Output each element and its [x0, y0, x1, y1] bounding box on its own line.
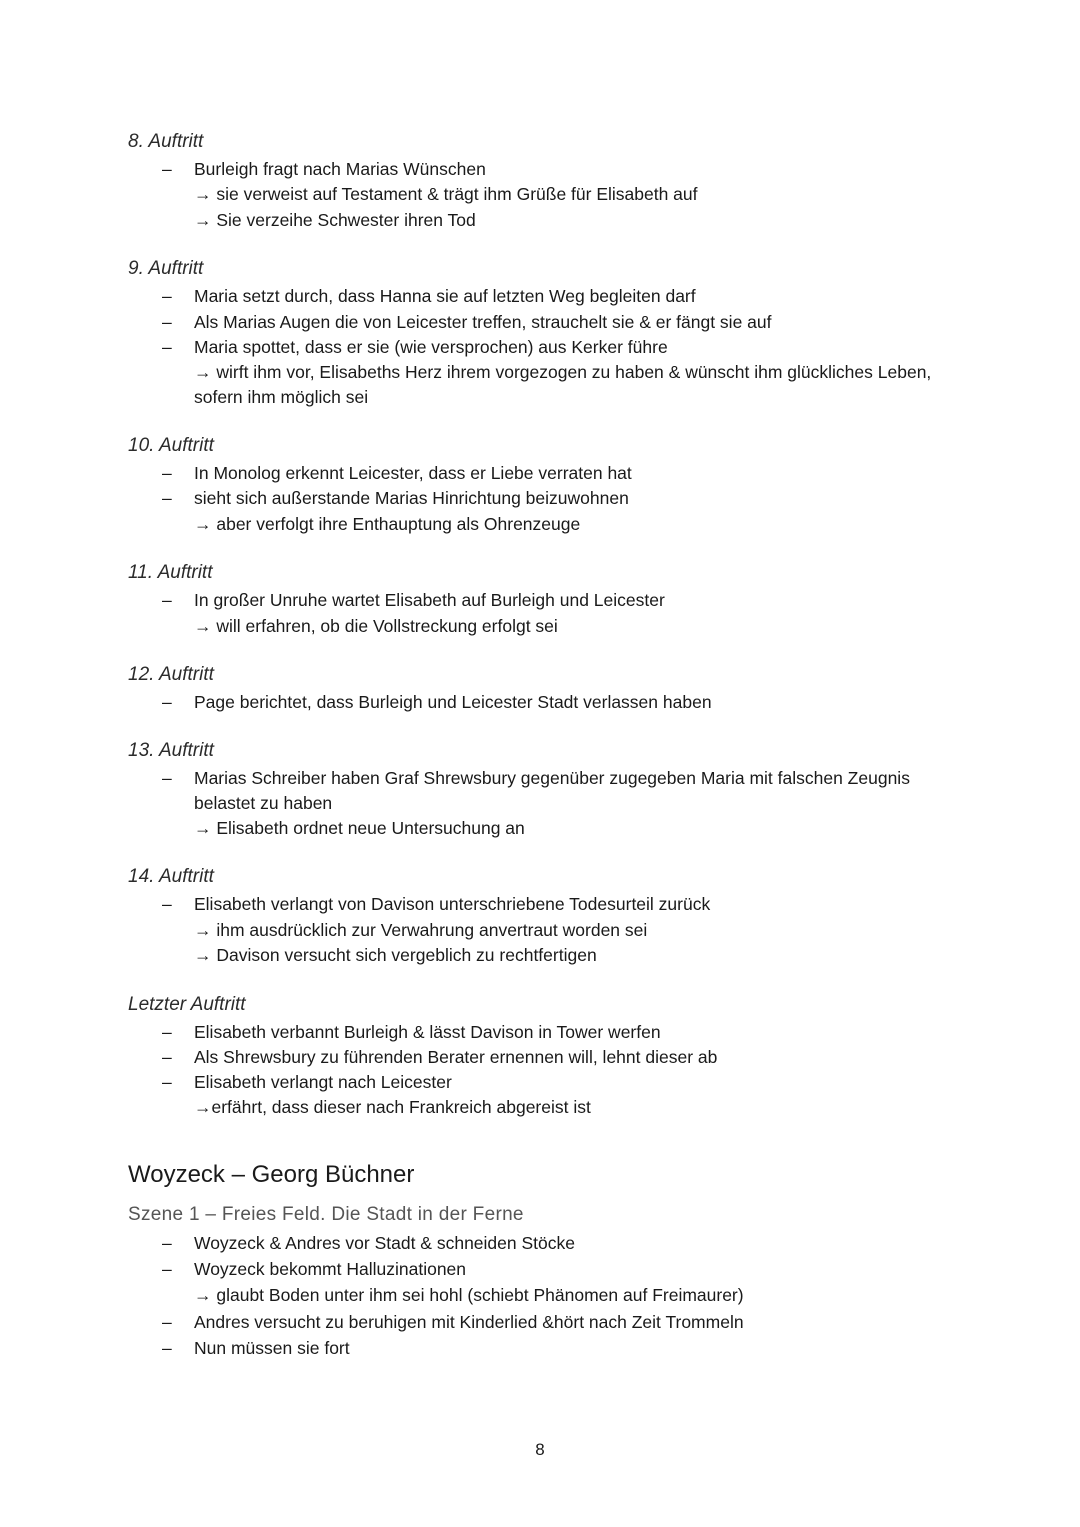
chapter-title: Woyzeck – Georg Büchner	[128, 1161, 415, 1188]
list-item: Burleigh fragt nach Marias Wünschen	[194, 159, 486, 179]
list-item-detail: → wirft ihm vor, Elisabeths Herz ihrem vorgezogen zu haben & wünscht ihm glückliches Leben,	[194, 362, 932, 382]
section-heading-11: 11. Auftritt	[128, 562, 213, 583]
section-heading-14: 14. Auftritt	[128, 866, 214, 887]
list-item: Woyzeck & Andres vor Stadt & schneiden Stöcke	[194, 1233, 575, 1253]
list-item: Marias Schreiber haben Graf Shrewsbury gegenüber zugegeben Maria mit falschen Zeugnis	[194, 768, 910, 788]
bullet-dash: –	[162, 286, 172, 306]
bullet-dash: –	[162, 1047, 172, 1067]
list-item: In Monolog erkennt Leicester, dass er Liebe verraten hat	[194, 463, 632, 483]
bullet-dash: –	[162, 159, 172, 179]
bullet-dash: –	[162, 768, 172, 788]
list-item-detail: → Elisabeth ordnet neue Untersuchung an	[194, 818, 525, 838]
list-item: Woyzeck bekommt Halluzinationen	[194, 1259, 467, 1279]
bullet-dash: –	[162, 1022, 172, 1042]
bullet-dash: –	[162, 1259, 172, 1279]
list-item: Als Marias Augen die von Leicester treffen, strauchelt sie & er fängt sie auf	[194, 312, 772, 332]
list-item: Elisabeth verbannt Burleigh & lässt Davison in Tower werfen	[194, 1022, 661, 1042]
section-heading-8: 8. Auftritt	[128, 131, 204, 152]
page-number: 8	[535, 1440, 545, 1459]
bullet-dash: –	[162, 1072, 172, 1092]
section-heading-last: Letzter Auftritt	[128, 994, 246, 1015]
bullet-dash: –	[162, 312, 172, 332]
list-item: Maria spottet, dass er sie (wie versprochen) aus Kerker führe	[194, 337, 668, 357]
bullet-dash: –	[162, 337, 172, 357]
scene-heading: Szene 1 – Freies Feld. Die Stadt in der Ferne	[128, 1204, 524, 1225]
list-item: Elisabeth verlangt von Davison unterschriebene Todesurteil zurück	[194, 894, 711, 914]
bullet-dash: –	[162, 894, 172, 914]
section-heading-10: 10. Auftritt	[128, 435, 214, 456]
list-item: Nun müssen sie fort	[194, 1338, 350, 1358]
list-item: Page berichtet, dass Burleigh und Leicester Stadt verlassen haben	[194, 692, 712, 712]
bullet-dash: –	[162, 590, 172, 610]
list-item-detail: → Davison versucht sich vergeblich zu rechtfertigen	[194, 945, 597, 965]
list-item: sieht sich außerstande Marias Hinrichtung beizuwohnen	[194, 488, 629, 508]
list-item-detail: → ihm ausdrücklich zur Verwahrung anvertraut worden sei	[194, 920, 648, 940]
list-item: Maria setzt durch, dass Hanna sie auf letzten Weg begleiten darf	[194, 286, 696, 306]
section-heading-13: 13. Auftritt	[128, 740, 214, 761]
list-item-detail: → Sie verzeihe Schwester ihren Tod	[194, 210, 476, 230]
bullet-dash: –	[162, 1338, 172, 1358]
list-item: In großer Unruhe wartet Elisabeth auf Burleigh und Leicester	[194, 590, 665, 610]
list-item-detail: → will erfahren, ob die Vollstreckung erfolgt sei	[194, 616, 558, 636]
list-item-detail: → aber verfolgt ihre Enthauptung als Ohrenzeuge	[194, 514, 581, 534]
section-heading-12: 12. Auftritt	[128, 664, 214, 685]
list-item: Elisabeth verlangt nach Leicester	[194, 1072, 452, 1092]
list-item: Als Shrewsbury zu führenden Berater ernennen will, lehnt dieser ab	[194, 1047, 718, 1067]
bullet-dash: –	[162, 488, 172, 508]
list-item: Andres versucht zu beruhigen mit Kinderlied &hört nach Zeit Trommeln	[194, 1312, 744, 1332]
bullet-dash: –	[162, 1233, 172, 1253]
list-item-detail: →erfährt, dass dieser nach Frankreich abgereist ist	[194, 1097, 591, 1117]
bullet-dash: –	[162, 463, 172, 483]
section-heading-9: 9. Auftritt	[128, 258, 204, 279]
list-item-detail: sofern ihm möglich sei	[194, 387, 369, 407]
list-item-detail: → glaubt Boden unter ihm sei hohl (schiebt Phänomen auf Freimaurer)	[194, 1285, 744, 1305]
list-item-continuation: belastet zu haben	[194, 793, 333, 813]
bullet-dash: –	[162, 1312, 172, 1332]
list-item-detail: → sie verweist auf Testament & trägt ihm Grüße für Elisabeth auf	[194, 184, 698, 204]
bullet-dash: –	[162, 692, 172, 712]
